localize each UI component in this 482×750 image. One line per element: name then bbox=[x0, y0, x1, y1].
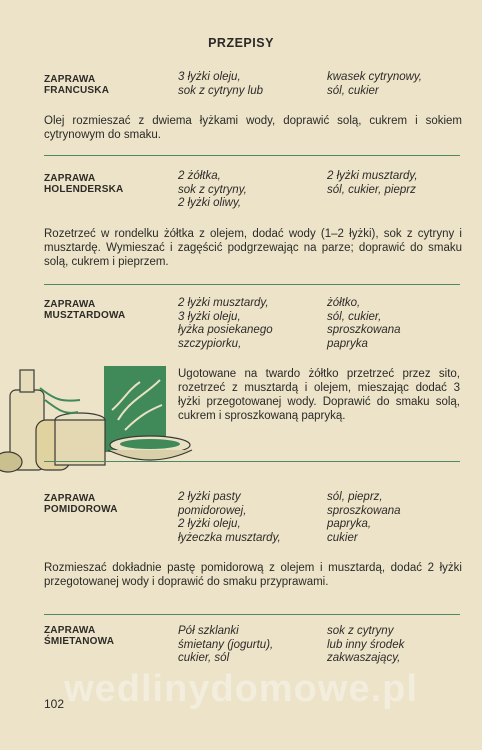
recipe-name-line: HOLENDERSKA bbox=[44, 184, 124, 195]
ingredient: cukier, sól bbox=[178, 652, 230, 664]
ingredient: 2 łyżki oliwy, bbox=[178, 197, 242, 209]
recipe-name bbox=[44, 74, 109, 96]
ingredients-column-2 bbox=[327, 625, 404, 666]
ingredient: cukier bbox=[327, 531, 358, 544]
recipe-name-line: ZAPRAWA bbox=[44, 493, 96, 504]
ingredient: lub inny środek bbox=[327, 638, 405, 651]
ingredient: 2 żółtka, bbox=[178, 170, 221, 182]
ingredients-column-2 bbox=[327, 71, 422, 98]
ingredient: 3 łyżki oleju, bbox=[178, 310, 241, 323]
ingredient: 3 łyżki oleju, bbox=[178, 71, 241, 83]
ingredient: sól, cukier bbox=[327, 84, 379, 97]
recipe-name-line: FRANCUSKA bbox=[44, 85, 110, 96]
ingredient: papryka, bbox=[327, 518, 372, 530]
page-title: PRZEPISY bbox=[208, 36, 274, 50]
recipe-name bbox=[44, 625, 114, 647]
ingredient: kwasek cytrynowy, bbox=[327, 71, 423, 83]
ingredients-column-1 bbox=[178, 625, 273, 666]
recipe-name-line: ZAPRAWA bbox=[44, 173, 96, 184]
ingredient: sól, cukier, pieprz bbox=[327, 183, 416, 196]
recipe-description: Ugotowane na twardo żółtko przetrzeć przez sito, rozetrzeć z musztardą i olejem, mieszając dodać 3 łyżki przegotowanej wody. Doprawić do smaku solą, cukrem i sproszkowaną papryką. bbox=[178, 368, 460, 422]
ingredients-column-1 bbox=[178, 71, 263, 98]
divider bbox=[44, 614, 460, 615]
ingredient: sok z cytryny bbox=[327, 625, 394, 637]
ingredients-column-2 bbox=[327, 297, 401, 351]
recipe-name bbox=[44, 493, 118, 515]
ingredients-column-1 bbox=[178, 170, 247, 211]
recipe-name-line: ZAPRAWA bbox=[44, 74, 96, 85]
ingredient: sproszkowana bbox=[327, 504, 401, 517]
recipe-name-line: ZAPRAWA bbox=[44, 625, 96, 636]
ingredient: zakwaszający, bbox=[327, 652, 401, 664]
ingredient: sok z cytryny lub bbox=[178, 84, 263, 97]
watermark: wedlinydomowe.pl bbox=[64, 668, 418, 710]
ingredient: śmietany (jogurtu), bbox=[178, 638, 274, 651]
recipe-description: Rozmieszać dokładnie pastę pomidorową z olejem i musztardą, dodać 2 łyżki przegotowanej wody i doprawić do smaku przyprawami. bbox=[44, 562, 462, 588]
ingredients-column-1 bbox=[178, 297, 273, 351]
ingredient: sól, cukier, bbox=[327, 310, 382, 323]
ingredient: szczypiorku, bbox=[178, 337, 242, 350]
ingredient: łyżka posiekanego bbox=[178, 324, 273, 336]
ingredients-column-2 bbox=[327, 170, 418, 197]
ingredient: 2 łyżki pasty bbox=[178, 491, 241, 503]
divider bbox=[44, 284, 460, 285]
recipe-description: Rozetrzeć w rondelku żółtka z olejem, dodać wody (1–2 łyżki), sok z cytryny i musztardę. Wymieszać i zagęścić podgrzewając na parze; doprawić do smaku solą, cukrem i pieprzem. bbox=[44, 228, 462, 268]
ingredient: 2 łyżki oleju, bbox=[178, 518, 241, 530]
ingredient: łyżeczka musztardy, bbox=[178, 531, 281, 544]
ingredient: żółtko, bbox=[327, 297, 361, 309]
ingredient: 2 łyżki musztardy, bbox=[327, 170, 418, 182]
ingredient: papryka bbox=[327, 337, 368, 350]
ingredient: sproszkowana bbox=[327, 324, 401, 336]
recipe-name bbox=[44, 173, 123, 195]
ingredients-column-1 bbox=[178, 491, 281, 545]
divider bbox=[44, 461, 460, 462]
ingredient: Pół szklanki bbox=[178, 625, 239, 637]
ingredient: sok z cytryny, bbox=[178, 183, 247, 196]
ingredient: pomidorowej, bbox=[178, 504, 247, 517]
recipe-name bbox=[44, 299, 125, 321]
recipe-name-line: ŚMIETANOWA bbox=[44, 636, 115, 647]
recipe-description: Olej rozmieszać z dwiema łyżkami wody, doprawić solą, cukrem i sokiem cytrynowym do smaku. bbox=[44, 115, 462, 141]
page-number: 102 bbox=[44, 697, 65, 711]
recipe-name-line: POMIDOROWA bbox=[44, 504, 118, 515]
recipe-name-line: MUSZTARDOWA bbox=[44, 310, 126, 321]
ingredient: sól, pieprz, bbox=[327, 491, 383, 503]
ingredient: 2 łyżki musztardy, bbox=[178, 297, 269, 309]
divider bbox=[44, 155, 460, 156]
ingredients-column-2 bbox=[327, 491, 401, 545]
recipe-name-line: ZAPRAWA bbox=[44, 299, 96, 310]
